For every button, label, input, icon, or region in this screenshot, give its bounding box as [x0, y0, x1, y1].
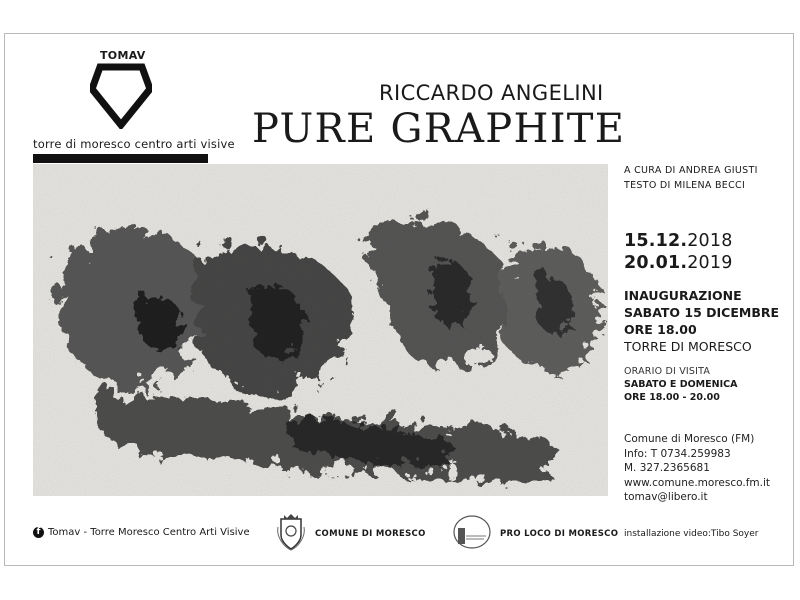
graphite-artwork-image: [33, 164, 608, 496]
opening-time: ORE 18.00: [624, 322, 697, 337]
contact-block: [624, 432, 770, 505]
opening-block: [624, 287, 779, 355]
video-installation-credit: installazione video:Tibo Soyer: [624, 529, 759, 539]
exhibition-dates: [624, 230, 733, 274]
logo-bar: [33, 154, 208, 163]
contact-org: Comune di Moresco (FM): [624, 433, 755, 445]
contact-website: www.comune.moresco.fm.it: [624, 476, 770, 489]
text-credit: TESTO DI MILENA BECCI: [624, 180, 746, 191]
visiting-hours: [624, 365, 737, 404]
logo-name: TOMAV: [100, 49, 146, 62]
comune-label: COMUNE DI MORESCO: [315, 529, 426, 539]
end-year: 2019: [687, 253, 733, 273]
proloco-label: PRO LOCO DI MORESCO: [500, 529, 619, 539]
contact-mobile: M. 327.2365681: [624, 462, 710, 474]
opening-place: TORRE DI MORESCO: [624, 339, 752, 354]
exhibition-title: PURE GRAPHITE: [252, 106, 626, 152]
facebook-credit: [33, 527, 250, 538]
opening-day: SABATO 15 DICEMBRE: [624, 305, 780, 320]
opening-heading: INAUGURAZIONE: [624, 288, 742, 303]
start-day: 15.12.: [624, 231, 688, 251]
comune-crest-icon: [276, 513, 306, 551]
start-year: 2018: [687, 231, 733, 251]
visiting-hours-label: ORARIO DI VISITA: [624, 366, 711, 377]
logo-caption: torre di moresco centro arti visive: [33, 137, 235, 151]
proloco-logo-icon: [452, 514, 492, 550]
artist-name: RICCARDO ANGELINI: [379, 81, 604, 105]
facebook-page-name: Tomav - Torre Moresco Centro Arti Visive: [48, 527, 250, 538]
start-date: [624, 230, 733, 252]
end-day: 20.01.: [624, 253, 688, 273]
credits-block: [624, 163, 758, 193]
visiting-time: ORE 18.00 - 20.00: [624, 392, 720, 403]
visiting-days: SABATO E DOMENICA: [624, 379, 738, 390]
contact-email: tomav@libero.it: [624, 491, 708, 503]
contact-phone: Info: T 0734.259983: [624, 447, 731, 460]
facebook-icon: f: [33, 527, 44, 538]
tower-shield-icon: [90, 63, 152, 129]
end-date: [624, 252, 733, 274]
curator-credit: A CURA DI ANDREA GIUSTI: [624, 165, 758, 176]
